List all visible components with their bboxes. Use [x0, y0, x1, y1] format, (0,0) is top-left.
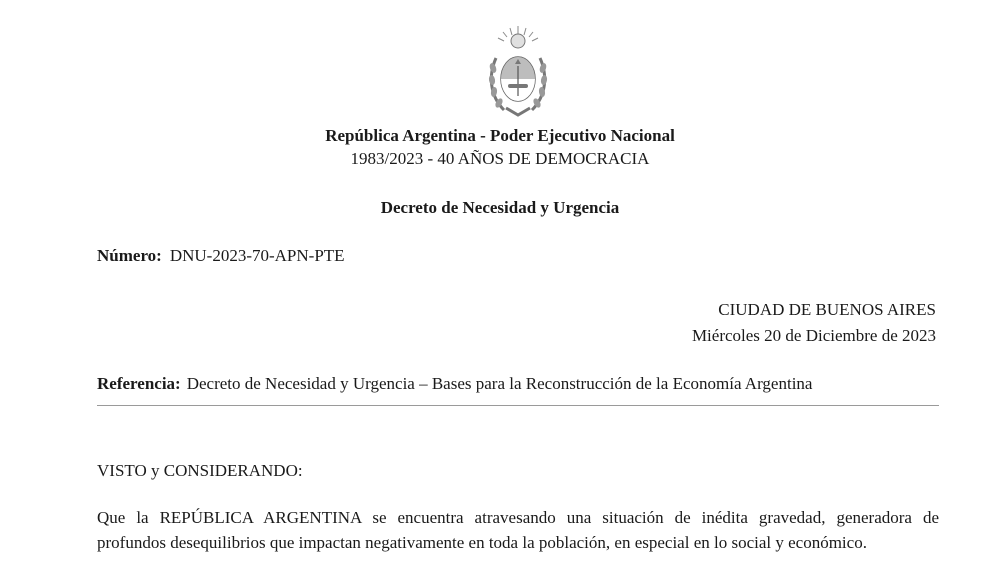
paragraph-line: profundos desequilibrios que impactan negativamente en toda la población, en especial en lo social y económico.: [97, 533, 867, 552]
coat-of-arms-icon: [482, 24, 554, 120]
paragraph-line: Que la REPÚBLICA ARGENTINA se encuentra atravesando una situación de inédita gravedad, generadora de: [97, 508, 939, 527]
visto-heading: VISTO y CONSIDERANDO:: [97, 461, 303, 480]
reference-label: Referencia:: [97, 374, 181, 393]
reference-line: [97, 374, 812, 394]
header-title: República Argentina - Poder Ejecutivo Nacional: [325, 126, 675, 145]
document-number-value: DNU-2023-70-APN-PTE: [169, 246, 345, 265]
header-subtitle: 1983/2023 - 40 AÑOS DE DEMOCRACIA: [350, 149, 650, 168]
reference-value: Decreto de Necesidad y Urgencia – Bases para la Reconstrucción de la Economía Argentina: [186, 374, 813, 393]
date-line: Miércoles 20 de Diciembre de 2023: [691, 326, 936, 345]
document-number-label: Número:: [97, 246, 162, 265]
body-paragraph: [97, 505, 939, 555]
city-line: CIUDAD DE BUENOS AIRES: [718, 300, 936, 319]
horizontal-divider: [97, 405, 939, 406]
document-type-heading: Decreto de Necesidad y Urgencia: [380, 198, 620, 217]
document-number: [97, 246, 345, 266]
